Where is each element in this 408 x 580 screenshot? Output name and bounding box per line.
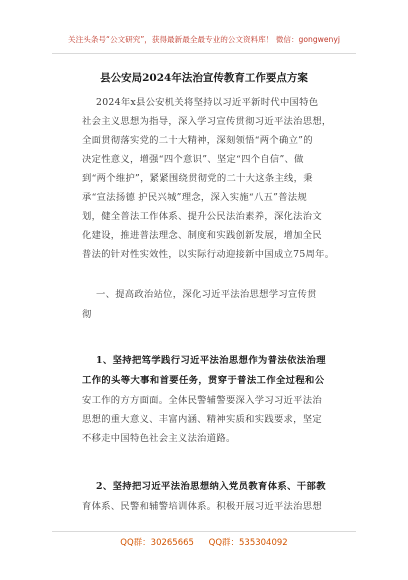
intro-line: 2024年x县公安机关将坚持以习近平新时代中国特色: [96, 97, 319, 108]
item-line-rest: 安工作的方方面面。全体民警辅警要深入学习习近平法治: [82, 395, 322, 406]
item-line: [82, 395, 326, 407]
item-line: 不移走中国特色社会主义法治道路。: [82, 433, 236, 444]
footer-qq-group-1: QQ群：30265665: [120, 538, 194, 548]
intro-line: 化建设，推进普法理念、制度和实践创新发展，增加全民: [82, 230, 322, 241]
intro-line: 承“宣法扬德 护民兴城”理念，深入实施“八五”普法规: [82, 192, 308, 203]
item-line: 工作的头等大事和首要任务，贯穿于普法工作全过程和公: [82, 375, 325, 386]
document-title: 县公安局2024年法治宣传教育工作要点方案: [100, 72, 308, 84]
footer: [0, 536, 408, 548]
section-heading-line: 一、提高政治站位，深化习近平法治思想学习宣传贯: [96, 289, 317, 300]
header-note: 关注头条号“公文研究”，获得最新最全最专业的公文资料库！ 微信：gongwenyj: [68, 35, 340, 44]
item-line: 2、坚持把习近平法治思想纳入党员教育体系、干部教: [96, 481, 326, 492]
item-line: 思想的重大意义、丰富内涵、精神实质和实践要求，坚定: [82, 414, 322, 425]
section-heading-line: 彻: [82, 309, 92, 320]
footer-divider: [52, 531, 356, 532]
intro-line: 决定性意义，增强“四个意识”、坚定“四个自信”、做: [82, 154, 304, 165]
intro-line: 全面贯彻落实党的二十大精神，深刻领悟“两个确立”的: [82, 135, 313, 146]
header-divider: [52, 53, 356, 54]
intro-line: 社会主义思想为指导，深入学习宣传贯彻习近平法治思想，: [82, 116, 332, 127]
intro-line: 普法的针对性实效性，以实际行动迎接新中国成立75周年。: [82, 249, 335, 260]
footer-qq-group-2: QQ群：535304092: [208, 538, 288, 548]
intro-line: 到“两个维护”，紧紧围绕贯彻党的二十大这条主线，秉: [82, 173, 313, 184]
item-line: 育体系、民警和辅警培训体系。积极开展习近平法治思想: [82, 501, 322, 512]
intro-line: 划，健全普法工作体系、提升公民法治素养，深化法治文: [82, 211, 322, 222]
item-line: 1、坚持把笃学践行习近平法治思想作为普法依法治理: [96, 355, 326, 366]
